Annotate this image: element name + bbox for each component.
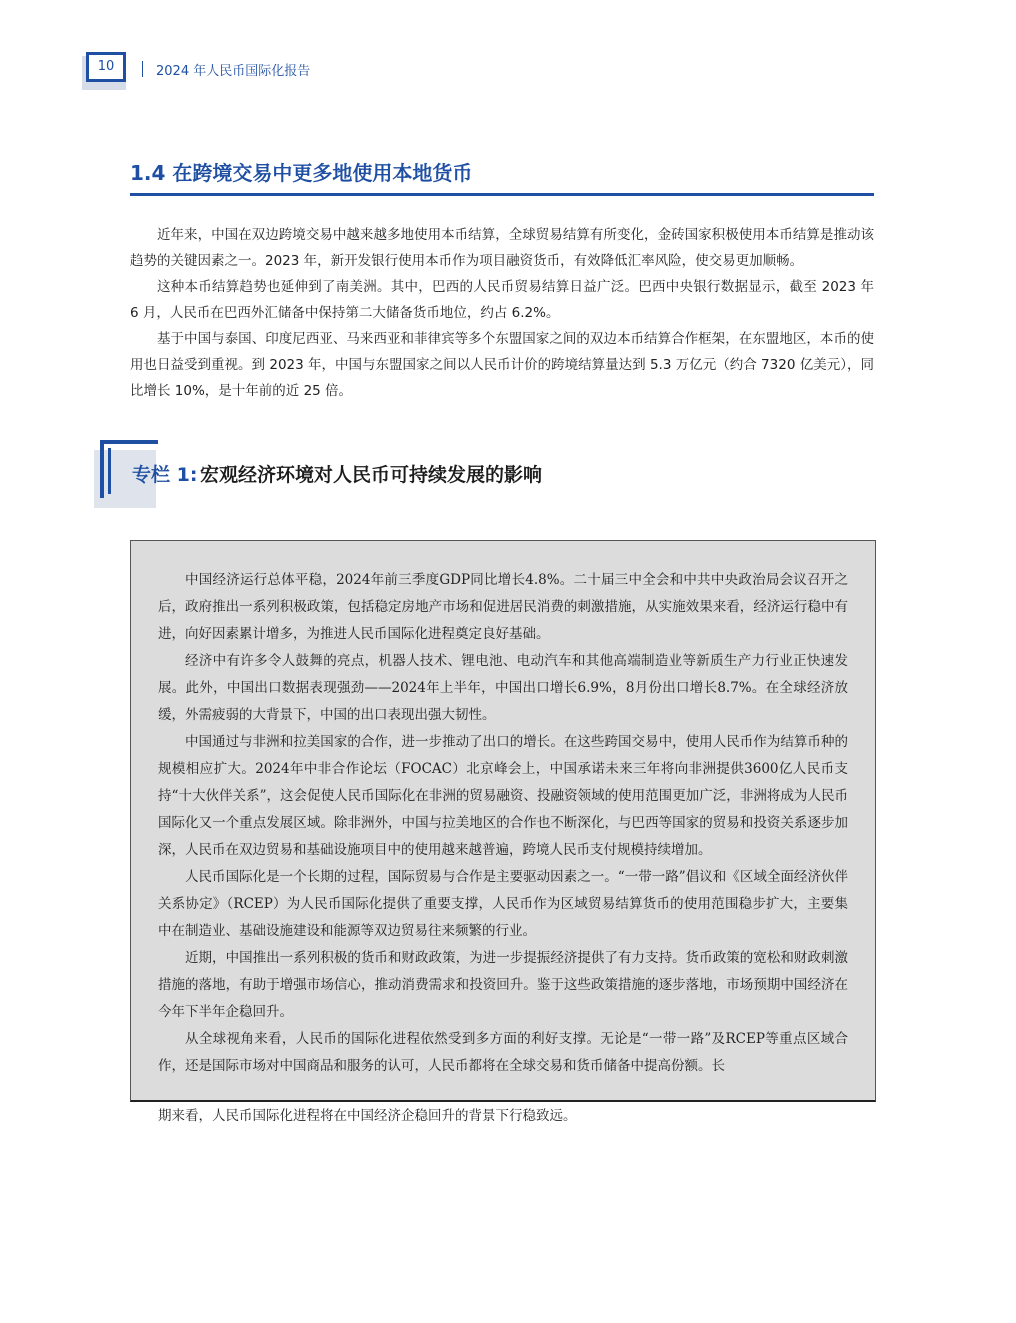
column-label: 专栏 1: [132, 464, 198, 486]
report-title: 2024 年人民币国际化报告 [156, 64, 311, 79]
column-overflow-line: 期来看，人民币国际化进程将在中国经济企稳回升的背景下行稳致远。 [158, 1108, 577, 1124]
section-divider [130, 193, 874, 196]
column-body [158, 567, 848, 1080]
body-paragraph: 近年来，中国在双边跨境交易中越来越多地使用本币结算，全球贸易结算有所变化，金砖国家积极使用本币结算是推动该趋势的关键因素之一。2023 年，新开发银行使用本币作为项目融资货币，有效降低汇率风险，使交易更加顺畅。 [130, 227, 874, 269]
section-body [130, 222, 874, 404]
column-title: 宏观经济环境对人民币可持续发展的影响 [200, 464, 543, 486]
column-paragraph: 经济中有许多令人鼓舞的亮点，机器人技术、锂电池、电动汽车和其他高端制造业等新质生产力行业正快速发展。此外，中国出口数据表现强劲——2024年上半年，中国出口增长6.9%，8月份出口增长8.7%。在全球经济放缓，外需疲弱的大背景下，中国的出口表现出强大韧性。 [158, 653, 848, 723]
section-title: 1.4 在跨境交易中更多地使用本地货币 [130, 161, 473, 185]
header-separator [142, 61, 143, 77]
column-heading [94, 438, 874, 508]
page-number-badge [84, 50, 128, 86]
column-paragraph: 中国经济运行总体平稳，2024年前三季度GDP同比增长4.8%。二十届三中全会和中共中央政治局会议召开之后，政府推出一系列积极政策，包括稳定房地产市场和促进居民消费的刺激措施，从实施效果来看，经济运行稳中有进，向好因素累计增多，为推进人民币国际化进程奠定良好基础。 [158, 572, 848, 642]
body-paragraph: 基于中国与泰国、印度尼西亚、马来西亚和菲律宾等多个东盟国家之间的双边本币结算合作框架，在东盟地区，本币的使用也日益受到重视。到 2023 年，中国与东盟国家之间以人民币计价的跨境结算量达到 5.3 万亿元（约合 7320 亿美元），同比增长 10%，是十年前的近 25 倍。 [130, 331, 874, 399]
body-paragraph: 这种本币结算趋势也延伸到了南美洲。其中，巴西的人民币贸易结算日益广泛。巴西中央银行数据显示，截至 2023 年 6 月，人民币在巴西外汇储备中保持第二大储备货币地位，约占 6.2%。 [130, 279, 874, 321]
column-paragraph: 人民币国际化是一个长期的过程，国际贸易与合作是主要驱动因素之一。“一带一路”倡议和《区域全面经济伙伴关系协定》（RCEP）为人民币国际化提供了重要支撑，人民币作为区域贸易结算货币的使用范围稳步扩大，主要集中在制造业、基础设施建设和能源等双边贸易往来频繁的行业。 [158, 869, 848, 939]
column-heading-frame-inner [108, 448, 118, 494]
column-paragraph: 近期，中国推出一系列积极的货币和财政政策，为进一步提振经济提供了有力支持。货币政策的宽松和财政刺激措施的落地，有助于增强市场信心，推动消费需求和投资回升。鉴于这些政策措施的逐步落地，市场预期中国经济在今年下半年企稳回升。 [158, 950, 848, 1020]
page-number: 10 [97, 59, 115, 74]
column-paragraph: 从全球视角来看，人民币的国际化进程依然受到多方面的利好支撑。无论是“一带一路”及RCEP等重点区域合作，还是国际市场对中国商品和服务的认可，人民币都将在全球交易和货币储备中提高份额。长 [158, 1031, 848, 1074]
column-paragraph: 中国通过与非洲和拉美国家的合作，进一步推动了出口的增长。在这些跨国交易中，使用人民币作为结算币种的规模相应扩大。2024年中非合作论坛（FOCAC）北京峰会上，中国承诺未来三年将向非洲提供3600亿人民币支持“十大伙伴关系”，这会促使人民币国际化在非洲的贸易融资、投融资领域的使用范围更加广泛，非洲将成为人民币国际化又一个重点发展区域。除非洲外，中国与拉美地区的合作也不断深化，与巴西等国家的贸易和投资关系逐步加深，人民币在双边贸易和基础设施项目中的使用越来越普遍，跨境人民币支付规模持续增加。 [158, 734, 848, 858]
